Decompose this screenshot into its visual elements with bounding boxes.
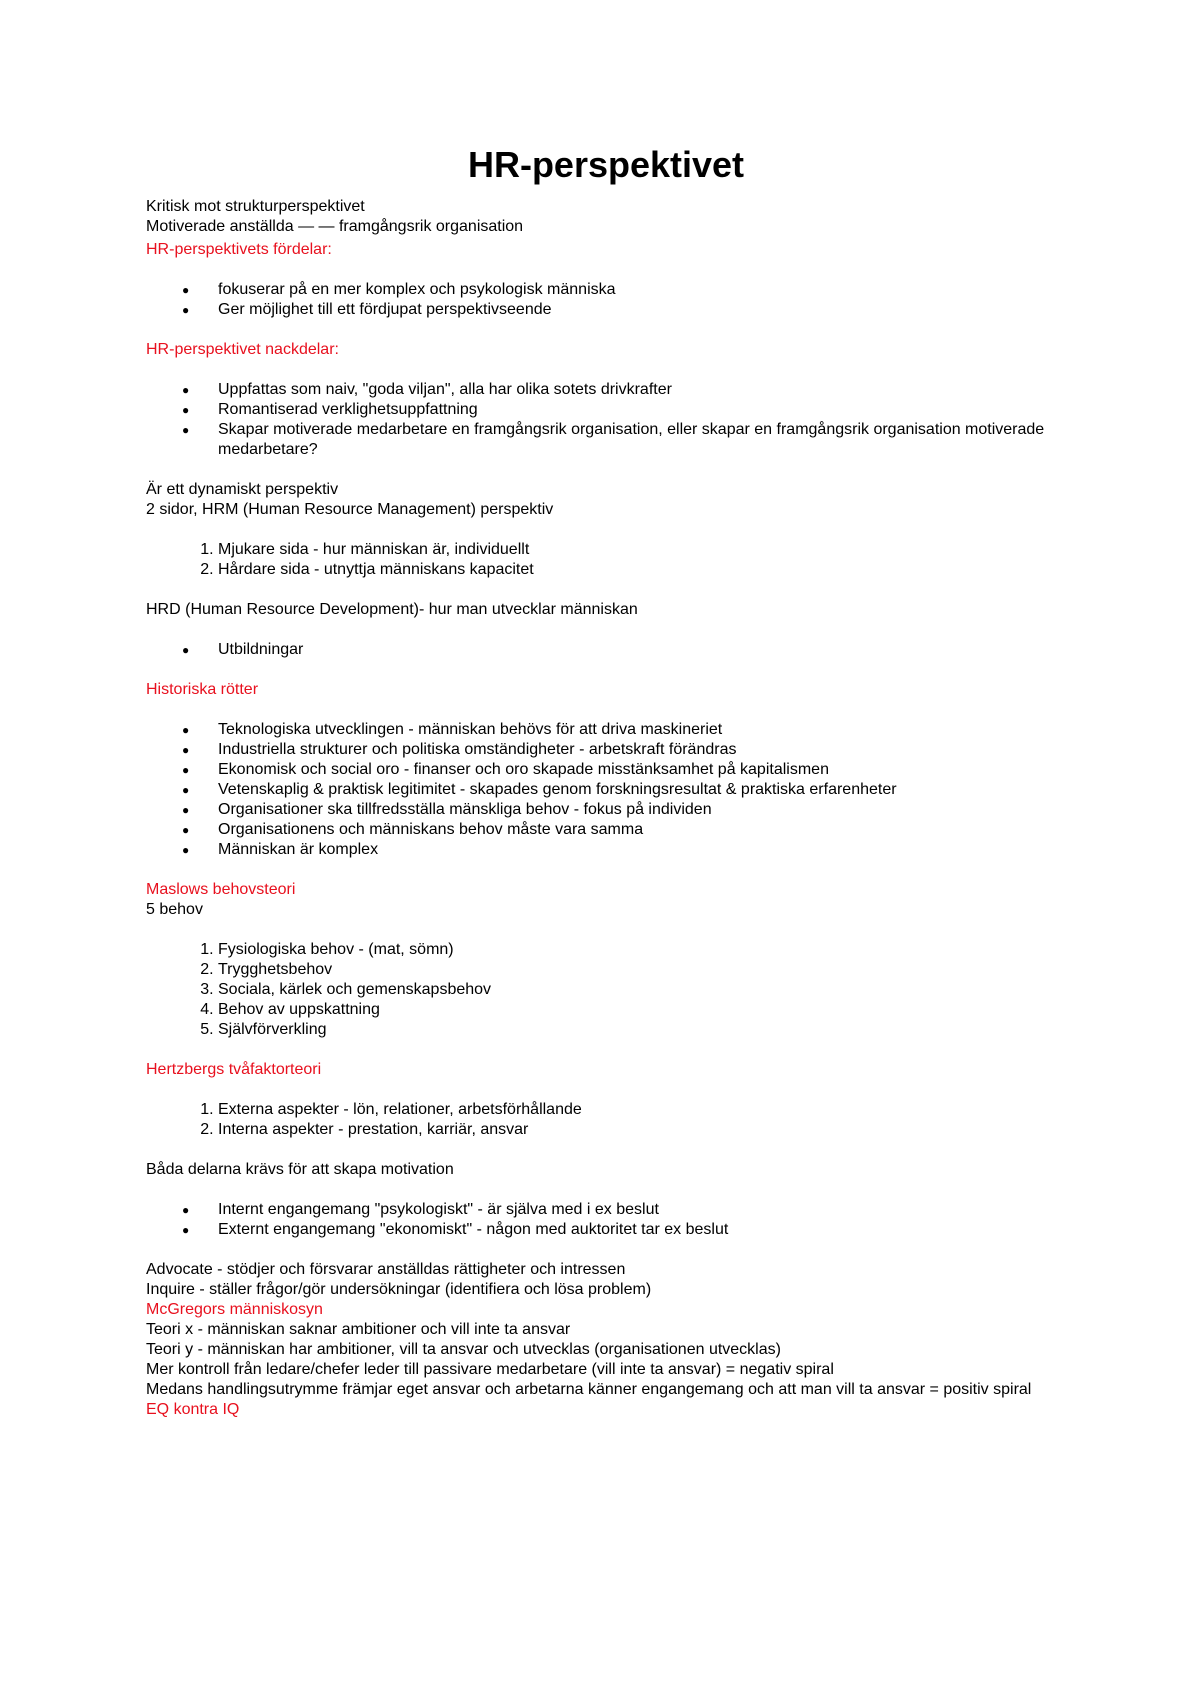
section-heading-hertzberg: Hertzbergs tvåfaktorteori bbox=[146, 1061, 322, 1078]
section-heading-mcgregor: McGregors människosyn bbox=[146, 1301, 323, 1318]
text-line: Teori x - människan saknar ambitioner och vill inte ta ansvar bbox=[146, 1321, 571, 1338]
section-heading-maslow: Maslows behovsteori bbox=[146, 881, 296, 898]
list-item: ● Organisationens och människans behov måste vara samma bbox=[218, 820, 1066, 840]
list-item: ● Ekonomisk och social oro - finanser och oro skapade misstänksamhet på kapitalismen bbox=[218, 760, 1066, 780]
hrm-list bbox=[146, 540, 1066, 580]
list-item: ● Ger möjlighet till ett fördjupat perspektivseende bbox=[218, 300, 1066, 320]
list-item: 1. Mjukare sida - hur människan är, individuellt bbox=[218, 540, 1066, 560]
hrd-line: HRD (Human Resource Development)- hur man utvecklar människan bbox=[146, 601, 638, 618]
section-heading-fordelar: HR-perspektivets fördelar: bbox=[146, 241, 332, 258]
list-item: ● Teknologiska utvecklingen - människan behövs för att driva maskineriet bbox=[218, 720, 1066, 740]
text-line: Båda delarna krävs för att skapa motivation bbox=[146, 1161, 454, 1178]
list-item: 3. Sociala, kärlek och gemenskapsbehov bbox=[218, 980, 1066, 1000]
intro-line: Kritisk mot strukturperspektivet bbox=[146, 198, 365, 215]
hrd-list bbox=[146, 640, 1066, 660]
list-item: ● Vetenskaplig & praktisk legitimitet - skapades genom forskningsresultat & praktiska erfarenheter bbox=[218, 780, 1066, 800]
list-item: ● Utbildningar bbox=[218, 640, 1066, 660]
fordelar-list bbox=[146, 280, 1066, 320]
text-line: Advocate - stödjer och försvarar anställdas rättigheter och intressen bbox=[146, 1261, 626, 1278]
text-line: 5 behov bbox=[146, 901, 203, 918]
list-item: ● Industriella strukturer och politiska omständigheter - arbetskraft förändras bbox=[218, 740, 1066, 760]
list-item: ● Organisationer ska tillfredsställa mänskliga behov - fokus på individen bbox=[218, 800, 1066, 820]
list-item: 2. Hårdare sida - utnyttja människans kapacitet bbox=[218, 560, 1066, 580]
section-heading-historiska: Historiska rötter bbox=[146, 681, 259, 698]
text-line: Inquire - ställer frågor/gör undersökningar (identifiera och lösa problem) bbox=[146, 1281, 652, 1298]
list-item: 5. Självförverkling bbox=[218, 1020, 1066, 1040]
list-item: ● Internt engangemang "psykologiskt" - är själva med i ex beslut bbox=[218, 1200, 1066, 1220]
hertzberg-list bbox=[146, 1100, 1066, 1140]
text-line: 2 sidor, HRM (Human Resource Management) perspektiv bbox=[146, 501, 554, 518]
list-item: ● Romantiserad verklighetsuppfattning bbox=[218, 400, 1066, 420]
list-item: ● Skapar motiverade medarbetare en framgångsrik organisation, eller skapar en framgångsrik organisation motiverade medarbetare? bbox=[218, 420, 1066, 460]
list-item: 1. Fysiologiska behov - (mat, sömn) bbox=[218, 940, 1066, 960]
list-item: 1. Externa aspekter - lön, relationer, arbetsförhållande bbox=[218, 1100, 1066, 1120]
list-item: 4. Behov av uppskattning bbox=[218, 1000, 1066, 1020]
intro-line: Motiverade anställda — — framgångsrik organisation bbox=[146, 218, 524, 235]
page-title: HR-perspektivet bbox=[467, 144, 745, 185]
section-heading-eq: EQ kontra IQ bbox=[146, 1401, 240, 1418]
engagemang-list bbox=[146, 1200, 1066, 1240]
list-item: ● Externt engangemang "ekonomiskt" - någon med auktoritet tar ex beslut bbox=[218, 1220, 1066, 1240]
text-line: Teori y - människan har ambitioner, vill ta ansvar och utvecklas (organisationen utvecklas) bbox=[146, 1341, 781, 1358]
text-line: Mer kontroll från ledare/chefer leder till passivare medarbetare (vill inte ta ansvar) = negativ spiral bbox=[146, 1361, 834, 1378]
text-line: Medans handlingsutrymme främjar eget ansvar och arbetarna känner engangemang och att man vill ta ansvar = positiv spiral bbox=[146, 1381, 1032, 1398]
historiska-list bbox=[146, 720, 1066, 860]
text-line: Är ett dynamiskt perspektiv bbox=[146, 481, 339, 498]
section-heading-nackdelar: HR-perspektivet nackdelar: bbox=[146, 341, 339, 358]
list-item: ● Uppfattas som naiv, "goda viljan", alla har olika sotets drivkrafter bbox=[218, 380, 1066, 400]
list-item: 2. Trygghetsbehov bbox=[218, 960, 1066, 980]
list-item: ● fokuserar på en mer komplex och psykologisk människa bbox=[218, 280, 1066, 300]
maslow-list bbox=[146, 940, 1066, 1040]
nackdelar-list bbox=[146, 380, 1066, 460]
list-item: ● Människan är komplex bbox=[218, 840, 1066, 860]
document-content bbox=[146, 144, 1066, 1420]
list-item: 2. Interna aspekter - prestation, karriär, ansvar bbox=[218, 1120, 1066, 1140]
